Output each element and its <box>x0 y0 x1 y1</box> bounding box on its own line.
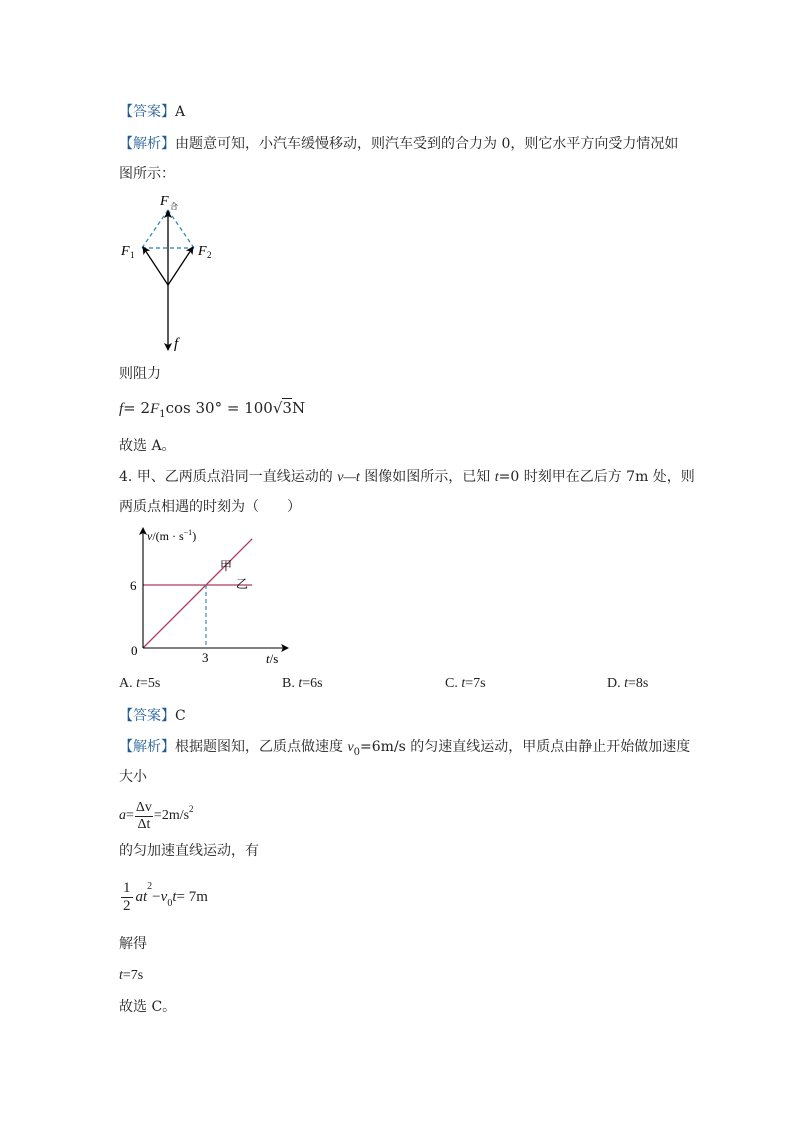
rhs: = 7m <box>176 888 208 905</box>
option-c[interactable] <box>445 676 486 692</box>
option-b[interactable] <box>282 676 323 692</box>
result-value: =7s <box>122 968 144 983</box>
acc-value: =2m/s <box>153 808 190 823</box>
question-number: 4. <box>119 469 133 485</box>
analysis-text: 由题意可知，小汽车缓慢移动，则汽车受到的合力为 0，则它水平方向受力情况如 <box>175 136 679 152</box>
v0-symbol: v <box>347 740 354 755</box>
arrow-f1 <box>143 247 168 285</box>
sqrt-sign: √ <box>272 399 283 417</box>
t-symbol: t <box>298 676 303 691</box>
q4-text-b: 图像如图所示，已知 <box>359 469 495 485</box>
denominator <box>137 817 150 833</box>
q4-text-c: =0 时刻甲在乙后方 7m 处，则 <box>498 469 695 485</box>
cos-part: cos 30° = 100 <box>165 399 273 417</box>
origin-label: 0 <box>131 643 138 658</box>
dashed-diamond-left <box>142 210 168 248</box>
t-symbol: t <box>494 470 499 485</box>
numerator <box>135 800 153 817</box>
unit-N: N <box>291 399 306 417</box>
choose-line-2: 故选 C。 <box>119 999 177 1015</box>
option-letter: D. <box>607 676 621 691</box>
question-4-line-2: 两质点相遇的时刻为（ ） <box>119 499 301 515</box>
y-axis-label: $v/(m \cdot s^{-1})$ <box>147 528 197 543</box>
f-symbol: f <box>119 401 124 417</box>
analysis-tag: 【解析】 <box>119 136 175 152</box>
label-resultant-sub: 合 <box>170 202 178 211</box>
x-axis-label: t/s <box>266 651 279 666</box>
label-jia: 甲 <box>220 559 233 573</box>
v-sub: 0 <box>167 898 173 909</box>
answer-value: C <box>175 708 186 724</box>
analysis-line-1 <box>119 134 678 154</box>
analysis-line-2 <box>119 164 175 184</box>
option-value: =6s <box>302 676 323 691</box>
option-letter: A. <box>119 676 133 691</box>
t-symbol: t <box>119 968 123 983</box>
formula-acceleration <box>119 794 194 838</box>
option-d[interactable] <box>607 676 648 692</box>
answer-tag: 【答案】 <box>119 104 175 120</box>
eq-part: = 2 <box>123 399 151 417</box>
formula-resistance <box>119 398 305 425</box>
exp-2: 2 <box>189 804 194 814</box>
vt-chart <box>120 522 300 670</box>
v-symbol: v <box>160 888 168 905</box>
resistance-label: 则阻力 <box>119 366 161 382</box>
choose-line-1: 故选 A。 <box>119 438 176 454</box>
label-f2: F <box>198 244 207 259</box>
v0-sub: 0 <box>353 746 361 758</box>
t-symbol: t <box>172 888 177 905</box>
delta-v: Δv <box>135 799 152 815</box>
answer-tag: 【答案】 <box>119 708 175 724</box>
label-yi: 乙 <box>236 577 249 591</box>
radicand: 3 <box>282 399 292 417</box>
question-4-line-1 <box>119 467 695 488</box>
minus: − <box>152 888 161 905</box>
label-f1-sub: 1 <box>130 250 135 260</box>
option-value: =5s <box>140 676 161 691</box>
uniform-line: 的匀加速直线运动，有 <box>119 843 259 859</box>
half-fraction <box>121 880 133 915</box>
analysis2-text-b: =6m/s 的匀速直线运动，甲质点由静止开始做加速度 <box>360 739 691 755</box>
analysis2-text-a: 根据题图知，乙质点做速度 <box>175 739 348 755</box>
label-f1: F <box>121 244 130 259</box>
t-symbol: t <box>624 676 629 691</box>
analysis2-line-2: 大小 <box>119 769 147 785</box>
F-symbol: F <box>150 401 160 417</box>
formula-displacement <box>121 873 208 921</box>
label-friction: f <box>174 336 179 352</box>
vt-symbol: v—t <box>337 470 360 485</box>
dashed-diamond-right <box>168 210 194 248</box>
option-letter: C. <box>445 676 458 691</box>
F-sub: 1 <box>159 409 166 420</box>
half-numerator: 1 <box>123 879 131 896</box>
option-a[interactable] <box>119 676 160 692</box>
exp-2: 2 <box>147 881 153 892</box>
arrow-f2 <box>168 247 193 285</box>
option-value: =7s <box>465 676 486 691</box>
analysis-tag: 【解析】 <box>119 739 175 755</box>
label-resultant: F <box>160 194 169 209</box>
solve-label: 解得 <box>119 936 147 952</box>
answer-line-1 <box>119 102 185 122</box>
result-line <box>119 966 143 986</box>
option-letter: B. <box>282 676 295 691</box>
fraction <box>135 800 153 833</box>
t-symbol: t <box>461 676 466 691</box>
half-denominator: 2 <box>123 897 131 914</box>
answer-value: A <box>175 104 186 120</box>
label-f2-sub: 2 <box>207 250 212 260</box>
force-diagram <box>112 188 222 356</box>
option-value: =8s <box>628 676 649 691</box>
eq-sign: = <box>126 808 134 823</box>
answer-line-2 <box>119 706 186 726</box>
analysis2-line-1 <box>119 737 690 763</box>
y-tick-label: 6 <box>130 578 137 593</box>
x-tick-label: 3 <box>202 650 209 665</box>
q4-text-a: 甲、乙两质点沿同一直线运动的 <box>136 469 338 485</box>
delta-t: Δt <box>137 816 151 832</box>
a-symbol: a <box>119 808 126 823</box>
analysis-text-2: 图所示： <box>119 166 175 182</box>
at-symbol: at <box>135 888 148 905</box>
series-line-jia <box>143 539 252 648</box>
t-symbol: t <box>136 676 141 691</box>
